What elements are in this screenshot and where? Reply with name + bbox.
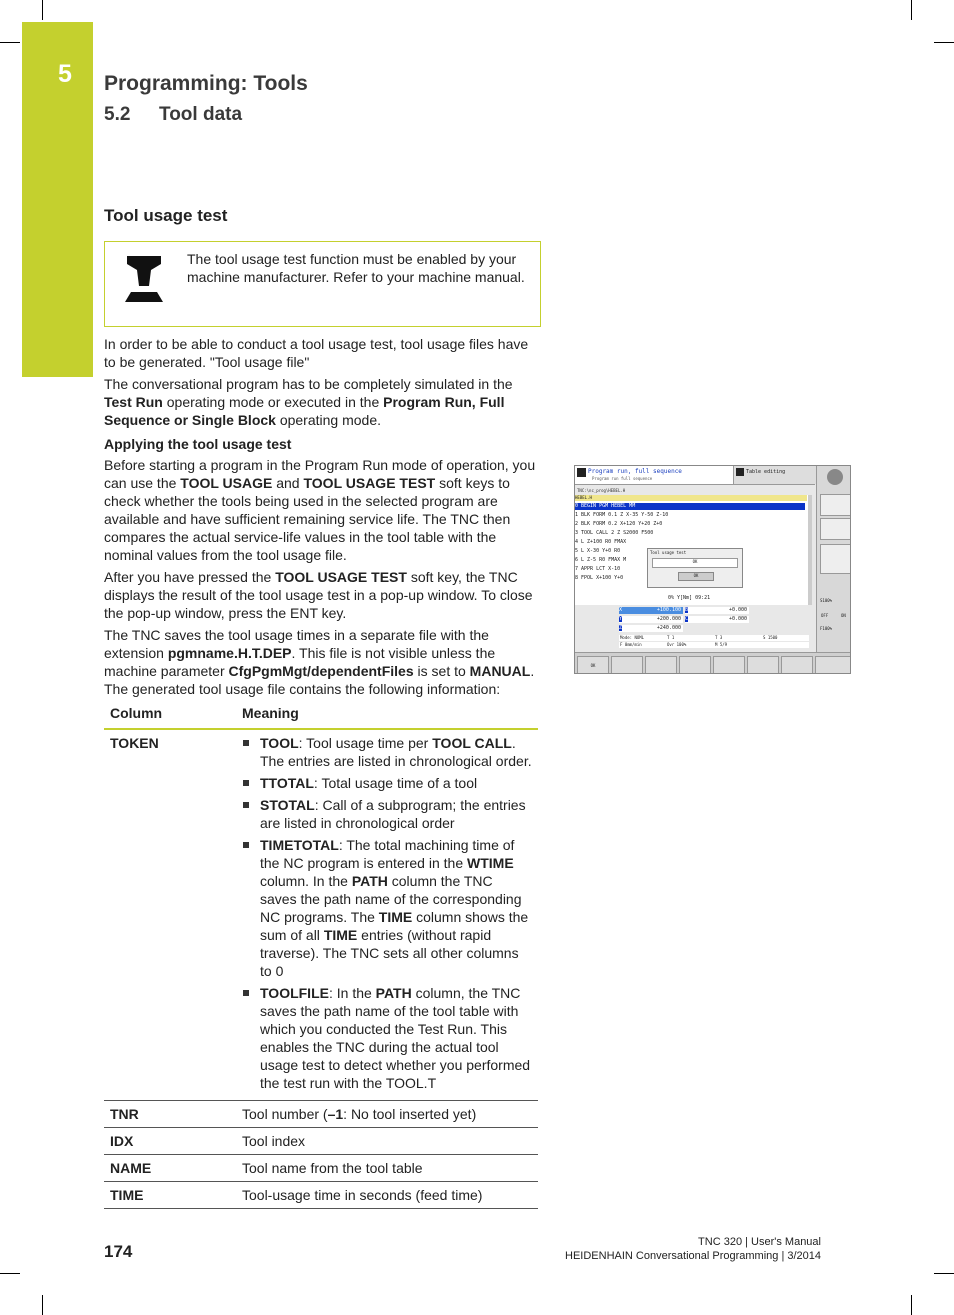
list-item: TOOLFILE: In the PATH column, the TNC saves the path name of the tool table with which you conducted the Test Run. This enables the TNC during the actual tool usage test to detect whether you performed the test run with the TOOL.T [242, 984, 532, 1092]
feed-override: F100% [820, 626, 833, 631]
footer-line: HEIDENHAIN Conversational Programming | 3/2014 [565, 1250, 821, 1262]
table-row [104, 1182, 538, 1209]
chapter-title: Programming: Tools [104, 72, 308, 95]
crop-mark [42, 0, 43, 20]
softkey[interactable] [815, 656, 851, 674]
popup-field: OK [652, 558, 738, 568]
code-line-active: 0 BEGIN PGM HEBEL MM [575, 503, 805, 510]
mode-subtitle: Program run full sequence [592, 476, 653, 481]
footer-line: TNC 320 | User's Manual [698, 1236, 821, 1248]
code-line: 6 L Z-5 R0 FMAX M [575, 557, 627, 563]
table-row [104, 1101, 538, 1128]
axis-row: B +0.000 [685, 607, 747, 613]
table-key: IDX [104, 1128, 236, 1155]
column-header: Meaning [236, 701, 538, 729]
axis-row: C +0.000 [685, 616, 747, 622]
dial-icon [827, 469, 843, 485]
crop-mark [0, 42, 20, 43]
column-header: Column [104, 701, 236, 729]
table-row [104, 729, 538, 1101]
editing-label: Table editing [746, 469, 786, 475]
crop-mark [934, 42, 954, 43]
table-key: TOKEN [104, 729, 236, 1101]
code-line: 7 APPR LCT X-10 [575, 566, 621, 572]
crop-mark [934, 1273, 954, 1274]
table-value: Tool-usage time in seconds (feed time) [236, 1182, 538, 1209]
table-row [104, 1155, 538, 1182]
section-heading: Tool usage test [104, 206, 228, 225]
side-button[interactable] [820, 518, 851, 540]
code-line: 1 BLK FORM 0.1 Z X-35 Y-50 Z-10 [575, 512, 669, 518]
screen-mode-bar [575, 466, 815, 485]
axis-row: X +100.100 [619, 607, 681, 613]
program-path: TNC:\nc_prog\HEBEL.H [577, 488, 626, 493]
axis-row: Y +200.000 [619, 616, 681, 622]
paragraph: The conversational program has to be completely simulated in the Test Run operating mode or executed in the Program Run, Full Sequence or Single Block operating mode. [104, 376, 513, 428]
table-row [104, 1128, 538, 1155]
section-header [104, 104, 242, 126]
axis-row: Z +240.000 [619, 625, 681, 631]
override-off: OFF [821, 613, 829, 618]
info-row: F 0mm/min Ovr 100% M 5/9 [619, 642, 809, 648]
status-text: 0% Y[Nm] 09:21 [668, 595, 711, 601]
popup-ok-button[interactable]: OK [678, 572, 714, 581]
crop-mark [911, 1295, 912, 1315]
info-table [104, 701, 538, 1209]
table-key: NAME [104, 1155, 236, 1182]
table-key: TNR [104, 1101, 236, 1128]
table-value: Tool number (–1: No tool inserted yet) [236, 1101, 538, 1128]
machine-note-box [104, 241, 541, 327]
side-button[interactable] [820, 494, 851, 516]
softkey-ok[interactable]: OK [577, 656, 609, 674]
paragraph: Before starting a program in the Program Run mode of operation, you can use the TOOL USAGE and TOOL USAGE TEST soft keys to check whether the tools being used in the selected program are available and have sufficient remaining service life. The TNC then compares the actual service-life values in the tool table with the nominal values from the tool usage file. [104, 457, 536, 563]
crop-mark [0, 1273, 20, 1274]
editing-box [733, 466, 816, 484]
list-item: TTOTAL: Total usage time of a tool [242, 774, 532, 792]
position-area [575, 606, 815, 652]
tnc-screenshot [574, 465, 851, 674]
table-value: Tool name from the tool table [236, 1155, 538, 1182]
note-text: The tool usage test function must be enabled by your machine manufacturer. Refer to your machine manual. [187, 251, 525, 285]
table-value [236, 729, 538, 1101]
list-item: TIMETOTAL: The total machining time of the NC program is entered in the WTIME column. In the PATH column the TNC saves the path name of the corresponding NC programs. The TIME column shows the sum of all TIME entries (without rapid traverse). The TNC sets all other columns to 0 [242, 836, 532, 980]
softkey-bar [575, 652, 851, 674]
section-number: 5.2 [104, 104, 131, 125]
code-line: 5 L X-30 Y+0 R0 [575, 548, 621, 554]
paragraph: In order to be able to conduct a tool usage test, tool usage files have to be generated. "Tool usage file" [104, 336, 529, 370]
side-button[interactable] [820, 544, 851, 574]
editing-icon [736, 468, 744, 476]
softkey[interactable] [679, 656, 711, 674]
softkey[interactable] [781, 656, 813, 674]
program-area [575, 495, 812, 605]
list-item: TOOL: Tool usage time per TOOL CALL. The entries are listed in chronological order. [242, 734, 532, 770]
scrollbar[interactable] [808, 495, 812, 605]
code-line: 8 FPOL X+100 Y+0 [575, 575, 624, 581]
softkey[interactable] [747, 656, 779, 674]
machine-tool-icon [121, 252, 171, 308]
mode-title: Program run, full sequence [588, 468, 682, 475]
softkey[interactable] [645, 656, 677, 674]
table-key: TIME [104, 1182, 236, 1209]
side-panel [816, 466, 851, 652]
chapter-number: 5 [58, 60, 72, 88]
list-item: STOTAL: Call of a subprogram; the entries are listed in chronological order [242, 796, 532, 832]
page-number: 174 [104, 1242, 133, 1261]
softkey[interactable] [713, 656, 745, 674]
code-line: 4 L Z+100 R0 FMAX [575, 539, 627, 545]
file-bar: HEBEL.H [575, 495, 807, 501]
code-line: 3 TOOL CALL 2 Z S2000 F500 [575, 530, 654, 536]
paragraph: The TNC saves the tool usage times in a separate file with the extension pgmname.H.T.DEP. This file is not visible unless the machine parameter CfgPgmMgt/dependentFiles is set to MANUAL. The generated tool usage file contains the following information: [104, 627, 535, 697]
footer [565, 1235, 821, 1263]
override-on: ON [841, 613, 846, 618]
token-list [242, 734, 532, 1092]
table-header-row [104, 701, 538, 729]
spindle-override: S100% [820, 598, 833, 603]
popup-window [647, 548, 743, 588]
crop-mark [911, 0, 912, 20]
body-text [104, 335, 541, 702]
paragraph: After you have pressed the TOOL USAGE TEST soft key, the TNC displays the result of the tool usage test in a pop-up window. To close the pop-up window, press the ENT key. [104, 569, 533, 621]
softkey[interactable] [611, 656, 643, 674]
crop-mark [42, 1295, 43, 1315]
popup-title: Tool usage test [650, 550, 687, 555]
code-line: 2 BLK FORM 0.2 X+120 Y+20 Z+0 [575, 521, 663, 527]
table-value: Tool index [236, 1128, 538, 1155]
info-row: Mode: NOML T 1 T 3 S 1500 [619, 635, 809, 641]
section-title: Tool data [159, 104, 243, 125]
mode-icon [577, 468, 586, 477]
subheading: Applying the tool usage test [104, 436, 292, 452]
